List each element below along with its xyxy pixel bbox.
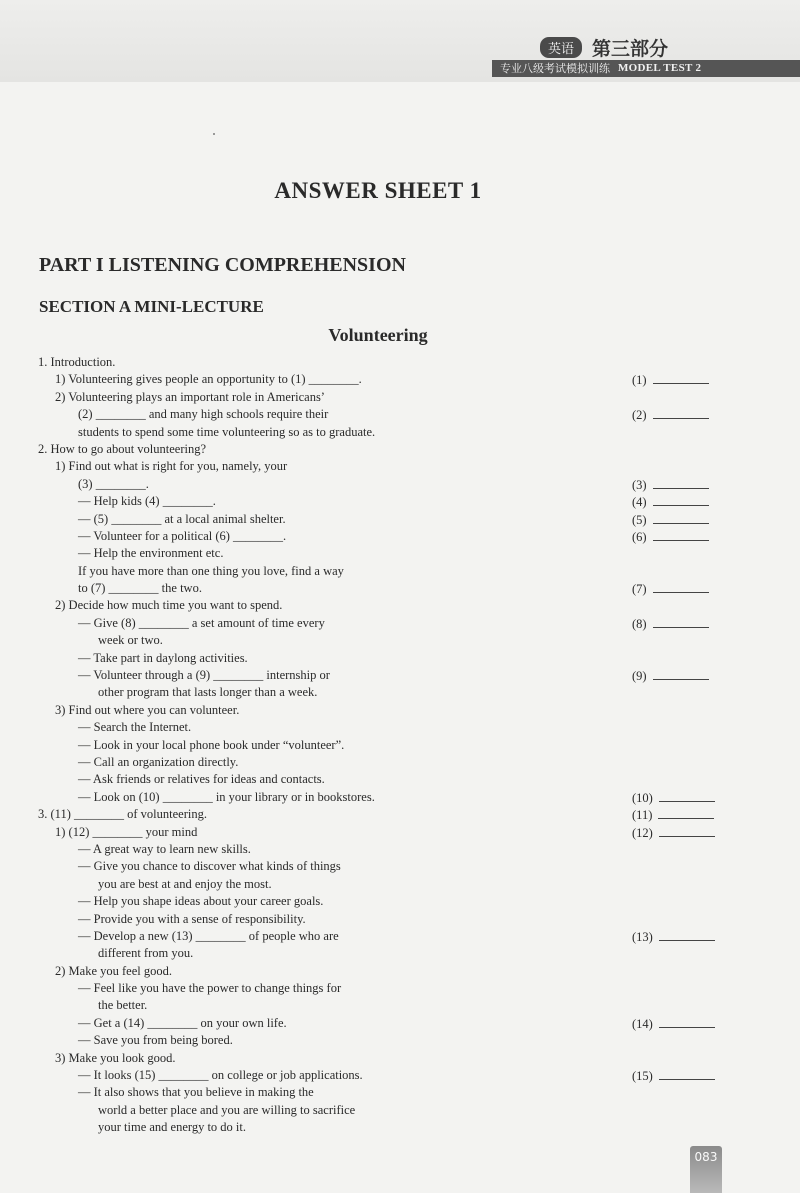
answer-slot (632, 580, 722, 598)
outline-line (0, 980, 800, 997)
outline-line-text: to (7) ________ the two. (78, 581, 202, 596)
outline-line-text: students to spend some time volunteering so as to graduate. (78, 424, 376, 439)
answer-blank[interactable] (659, 1015, 715, 1028)
outline-line (0, 650, 800, 667)
lecture-title: Volunteering (328, 325, 428, 345)
answer-slot-number: (13) (632, 929, 653, 944)
header-title-group (540, 34, 668, 61)
answer-slot (632, 1067, 722, 1085)
answer-slot-number: (1) (632, 373, 647, 388)
outline-line-text: — It also shows that you believe in making the (78, 1085, 314, 1100)
outline-line (0, 476, 800, 493)
answer-slot-number: (9) (632, 669, 647, 684)
outline-line-text: — Volunteer for a political (6) ________. (78, 528, 287, 543)
answer-slot-number: (5) (632, 512, 647, 527)
outline-line (0, 841, 800, 858)
outline-line (0, 702, 800, 719)
outline-line (0, 754, 800, 771)
answer-blank[interactable] (659, 789, 715, 802)
outline-line-text: different from you. (98, 946, 194, 961)
outline-line-text: — Ask friends or relatives for ideas and contacts. (78, 772, 325, 787)
outline-line-text: (3) ________. (78, 476, 149, 491)
outline-line-text: you are best at and enjoy the most. (98, 876, 272, 891)
outline-line (0, 563, 800, 580)
outline-line (0, 424, 800, 441)
header-strip (492, 60, 800, 77)
subject-badge: 英语 (540, 37, 582, 58)
outline-line (0, 945, 800, 962)
answer-slot-number: (11) (632, 808, 653, 823)
outline-line-text: 2) Make you feel good. (55, 963, 172, 978)
outline-line (0, 876, 800, 893)
answer-slot (632, 476, 722, 494)
outline-line (0, 789, 800, 806)
outline-line (0, 1067, 800, 1084)
answer-slot (632, 806, 722, 824)
header-strip-chinese: 专业八级考试模拟训练 (500, 62, 610, 75)
outline-line (0, 806, 800, 823)
answer-blank[interactable] (659, 928, 715, 941)
outline-line-text: 1) Find out what is right for you, namely, your (55, 459, 288, 474)
page-number: 083 (694, 1150, 718, 1164)
outline-line (0, 1084, 800, 1101)
outline-line-text: — Give (8) ________ a set amount of time every (78, 615, 325, 630)
answer-blank[interactable] (653, 476, 709, 489)
outline-line (0, 719, 800, 736)
outline-line-text: 1. Introduction. (38, 355, 116, 369)
outline-line-text: — Help you shape ideas about your career goals. (78, 894, 324, 909)
outline-line-text: — Search the Internet. (78, 720, 192, 735)
outline-line-text: 1) Volunteering gives people an opportunity to (1) ________. (55, 372, 362, 387)
answer-slot-number: (10) (632, 790, 653, 805)
outline-line (0, 597, 800, 614)
outline-line (0, 406, 800, 423)
answer-blank[interactable] (658, 806, 714, 819)
answer-sheet-title: ANSWER SHEET 1 (274, 178, 482, 203)
outline-line-text: world a better place and you are willing to sacrifice (98, 1102, 356, 1117)
outline-line-text: — Give you chance to discover what kinds of things (78, 859, 341, 874)
outline-line (0, 667, 800, 684)
outline-line-text: — (5) ________ at a local animal shelter. (78, 511, 286, 526)
page-header (0, 0, 800, 82)
outline-line-text: week or two. (98, 633, 163, 648)
answer-slot (632, 371, 722, 389)
outline-line (0, 1102, 800, 1119)
header-strip-english: MODEL TEST 2 (618, 62, 702, 74)
outline-line (0, 580, 800, 597)
answer-slot-number: (12) (632, 825, 653, 840)
outline-line (0, 893, 800, 910)
outline-line (0, 737, 800, 754)
outline-line (0, 389, 800, 406)
outline-line-text: 2) Decide how much time you want to spend. (55, 598, 283, 613)
scan-speck (213, 133, 215, 135)
outline-line-text: — Get a (14) ________ on your own life. (78, 1015, 287, 1030)
outline-line (0, 684, 800, 701)
outline-line (0, 441, 800, 458)
answer-slot (632, 789, 722, 807)
outline-line (0, 963, 800, 980)
outline-line-text: — Develop a new (13) ________ of people who are (78, 928, 339, 943)
outline-line-text: — Save you from being bored. (78, 1033, 233, 1048)
answer-blank[interactable] (659, 1067, 715, 1080)
outline-line (0, 545, 800, 562)
lecture-outline (0, 354, 800, 1137)
answer-slot-number: (4) (632, 495, 647, 510)
answer-slot (632, 528, 722, 546)
answer-blank[interactable] (653, 528, 709, 541)
answer-slot (632, 615, 722, 633)
answer-slot (632, 824, 722, 842)
answer-blank[interactable] (653, 511, 709, 524)
outline-line (0, 371, 800, 388)
answer-slot-number: (14) (632, 1016, 653, 1031)
outline-line (0, 997, 800, 1014)
answer-slot (632, 511, 722, 529)
outline-line (0, 1015, 800, 1032)
answer-blank[interactable] (653, 580, 709, 593)
answer-slot (632, 406, 722, 424)
outline-line-text: 3) Make you look good. (55, 1050, 176, 1065)
outline-line-text: — Take part in daylong activities. (78, 650, 248, 665)
outline-line-text: — Volunteer through a (9) ________ internship or (78, 668, 330, 683)
outline-line-text: (2) ________ and many high schools require their (78, 407, 329, 422)
outline-line-text: If you have more than one thing you love, find a way (78, 563, 344, 578)
outline-line (0, 771, 800, 788)
answer-slot-number: (2) (632, 408, 647, 423)
outline-line-text: 2. How to go about volunteering? (38, 441, 207, 456)
outline-line-text: your time and energy to do it. (98, 1120, 247, 1135)
answer-slot (632, 667, 722, 685)
answer-blank[interactable] (653, 615, 709, 628)
outline-line (0, 511, 800, 528)
outline-line-text: 3) Find out where you can volunteer. (55, 702, 240, 717)
outline-line (0, 354, 800, 371)
outline-line (0, 1119, 800, 1136)
outline-line-text: other program that lasts longer than a week. (98, 685, 318, 700)
section-heading: SECTION A MINI-LECTURE (39, 297, 264, 316)
outline-line-text: the better. (98, 998, 148, 1013)
answer-blank[interactable] (653, 493, 709, 506)
answer-slot (632, 493, 722, 511)
outline-line (0, 493, 800, 510)
outline-line-text: — Help the environment etc. (78, 546, 224, 561)
part-title: 第三部分 (591, 38, 668, 60)
outline-line (0, 615, 800, 632)
answer-blank[interactable] (653, 406, 709, 419)
outline-line (0, 824, 800, 841)
outline-line (0, 1050, 800, 1067)
outline-line-text: 3. (11) ________ of volunteering. (38, 807, 207, 822)
answer-slot-number: (8) (632, 616, 647, 631)
outline-line-text: — A great way to learn new skills. (78, 841, 251, 856)
outline-line-text: — Look in your local phone book under “volunteer”. (78, 737, 345, 752)
outline-line (0, 632, 800, 649)
outline-line-text: — Call an organization directly. (78, 754, 239, 769)
outline-line-text: — Feel like you have the power to change things for (78, 981, 342, 996)
outline-line (0, 858, 800, 875)
outline-line-text: — Provide you with a sense of responsibility. (78, 911, 306, 926)
answer-blank[interactable] (653, 667, 709, 680)
outline-line (0, 911, 800, 928)
answer-slot-number: (3) (632, 477, 647, 492)
answer-slot-number: (15) (632, 1069, 653, 1084)
outline-line-text: — Help kids (4) ________. (78, 494, 216, 509)
answer-slot-number: (6) (632, 529, 647, 544)
outline-line (0, 928, 800, 945)
outline-line-text: — It looks (15) ________ on college or job applications. (78, 1068, 363, 1083)
answer-slot (632, 928, 722, 946)
part-heading: PART I LISTENING COMPREHENSION (39, 254, 406, 276)
answer-slot-number: (7) (632, 582, 647, 597)
answer-blank[interactable] (653, 371, 709, 384)
outline-line-text: 1) (12) ________ your mind (55, 824, 198, 839)
outline-line-text: — Look on (10) ________ in your library or in bookstores. (78, 789, 375, 804)
outline-line (0, 528, 800, 545)
answer-slot (632, 1015, 722, 1033)
outline-line (0, 458, 800, 475)
outline-line-text: 2) Volunteering plays an important role in Americans’ (55, 389, 325, 404)
outline-line (0, 1032, 800, 1049)
answer-blank[interactable] (659, 824, 715, 837)
